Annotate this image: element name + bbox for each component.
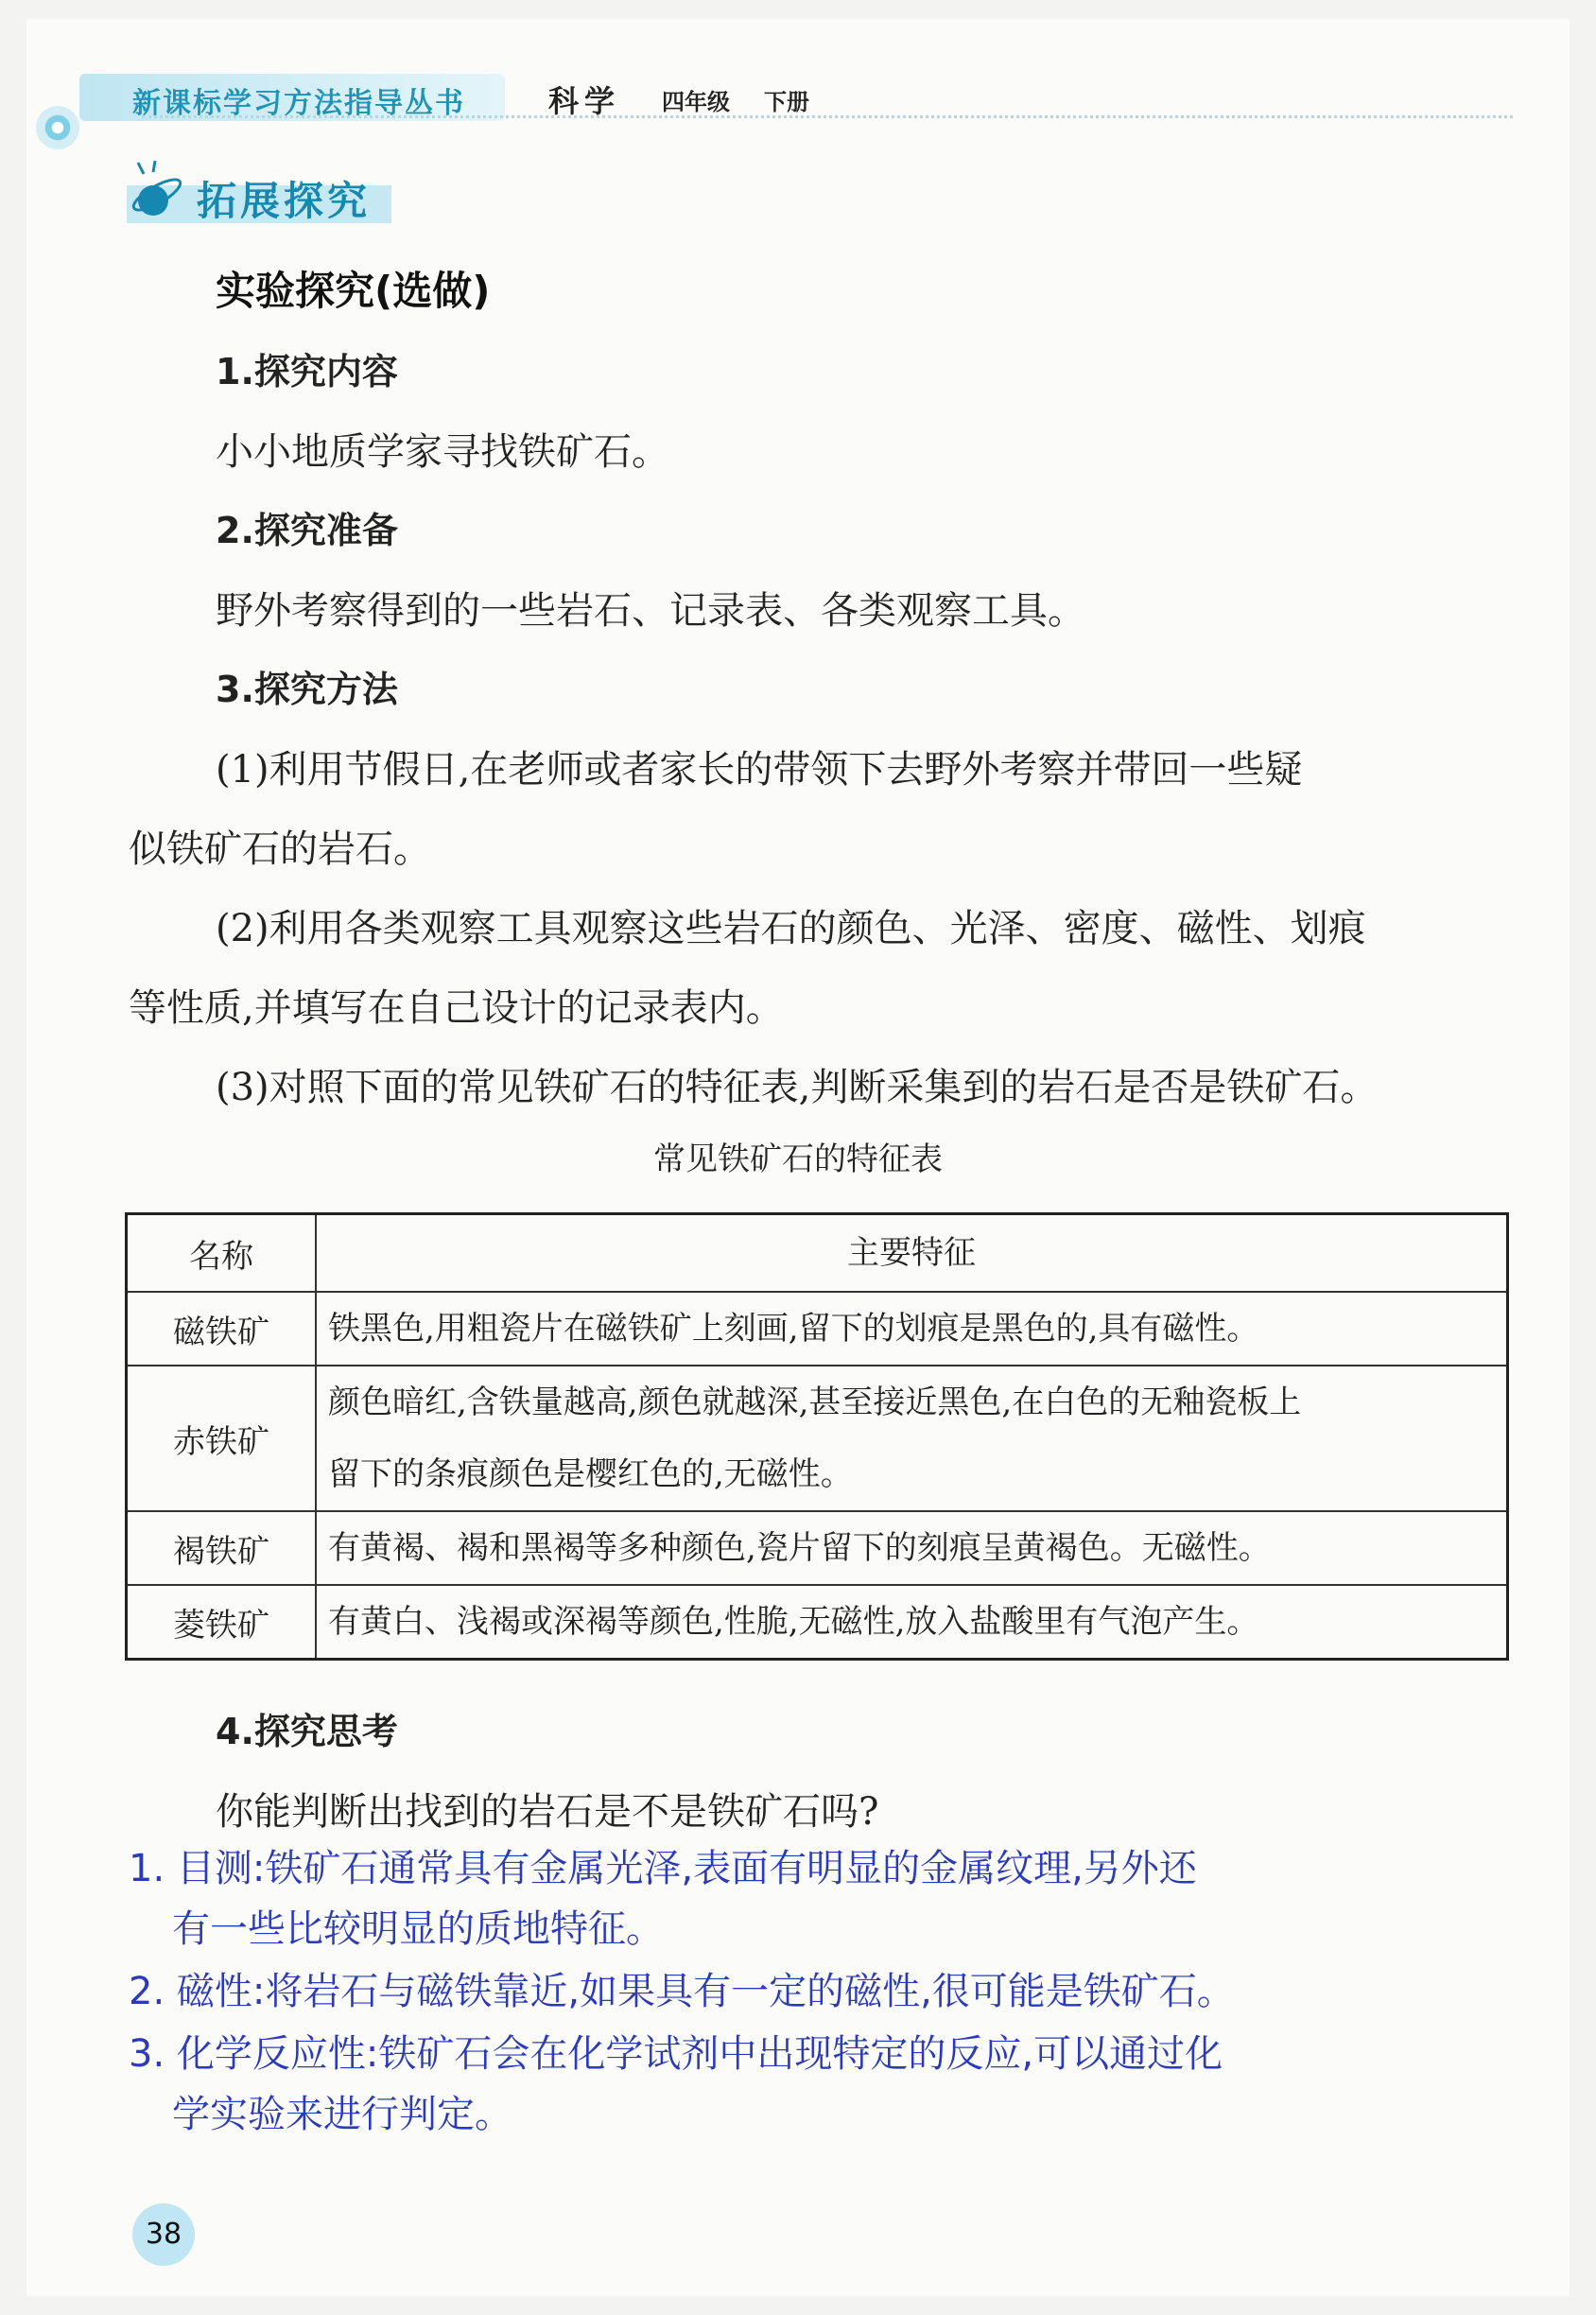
feature-text-line2: 留下的条痕颜色是樱红色的,无磁性。 xyxy=(328,1455,853,1493)
paragraph-preparation: 野外考察得到的一些岩石、记录表、各类观察工具。 xyxy=(216,589,1085,633)
table-header-row xyxy=(127,1214,1508,1293)
paragraph-content: 小小地质学家寻找铁矿石。 xyxy=(216,430,669,474)
table-header-name: 名称 xyxy=(127,1214,317,1293)
mineral-name: 磁铁矿 xyxy=(127,1292,317,1366)
feature-text: 有黄褐、褐和黑褐等多种颜色,瓷片留下的刻痕呈黄褐色。无磁性。 xyxy=(328,1529,1271,1567)
feature-text: 铁黑色,用粗瓷片在磁铁矿上刻画,留下的划痕是黑色的,具有磁性。 xyxy=(328,1310,1259,1348)
mineral-name: 菱铁矿 xyxy=(127,1585,317,1660)
planet-orbit-icon xyxy=(125,161,191,227)
section-title: 拓展探究 xyxy=(197,178,372,224)
mineral-name: 褐铁矿 xyxy=(127,1511,317,1585)
mineral-feature xyxy=(316,1366,1508,1511)
method-2-line1: (2)利用各类观察工具观察这些岩石的颜色、光泽、密度、磁性、划痕 xyxy=(216,907,1366,950)
table-caption: 常见铁矿石的特征表 xyxy=(653,1140,943,1178)
method-1-line1: (1)利用节假日,在老师或者家长的带领下去野外考察并带回一些疑 xyxy=(216,748,1303,792)
method-1-line2: 似铁矿石的岩石。 xyxy=(129,827,431,871)
page-number: 38 xyxy=(132,2203,195,2266)
answer-3-line2: 学实验来进行判定。 xyxy=(172,2093,512,2136)
decorative-circle-icon xyxy=(36,106,79,149)
method-2-line2: 等性质,并填写在自己设计的记录表内。 xyxy=(129,986,784,1030)
series-title: 新课标学习方法指导丛书 xyxy=(132,87,465,120)
answer-1-line1: 1. 目测:铁矿石通常具有金属光泽,表面有明显的金属纹理,另外还 xyxy=(129,1847,1197,1890)
heading-thinking: 4.探究思考 xyxy=(216,1711,398,1752)
table-row xyxy=(127,1292,1508,1366)
table-row xyxy=(127,1585,1508,1660)
feature-table xyxy=(125,1212,1509,1661)
experiment-title: 实验探究(选做) xyxy=(216,268,491,314)
table-row xyxy=(127,1366,1508,1511)
volume-label: 下册 xyxy=(764,89,809,115)
heading-method: 3.探究方法 xyxy=(216,669,398,710)
table-header-feature: 主要特征 xyxy=(316,1214,1508,1293)
answer-3-line1: 3. 化学反应性:铁矿石会在化学试剂中出现特定的反应,可以通过化 xyxy=(129,2032,1223,2076)
method-3: (3)对照下面的常见铁矿石的特征表,判断采集到的岩石是否是铁矿石。 xyxy=(216,1066,1379,1109)
answer-1-line2: 有一些比较明显的质地特征。 xyxy=(172,1907,664,1951)
feature-text: 颜色暗红,含铁量越高,颜色就越深,甚至接近黑色,在白色的无釉瓷板上 xyxy=(328,1384,1302,1421)
answer-2: 2. 磁性:将岩石与磁铁靠近,如果具有一定的磁性,很可能是铁矿石。 xyxy=(129,1970,1235,2013)
grade-label: 四年级 xyxy=(662,89,730,115)
paragraph-thinking: 你能判断出找到的岩石是不是铁矿石吗? xyxy=(216,1790,879,1834)
feature-text: 有黄白、浅褐或深褐等颜色,性脆,无磁性,放入盐酸里有气泡产生。 xyxy=(328,1603,1259,1641)
header-dotted-line xyxy=(142,115,1513,118)
mineral-feature xyxy=(316,1511,1508,1585)
mineral-feature xyxy=(316,1585,1508,1660)
heading-content: 1.探究内容 xyxy=(216,351,398,392)
table-row xyxy=(127,1511,1508,1585)
mineral-name: 赤铁矿 xyxy=(127,1366,317,1511)
heading-preparation: 2.探究准备 xyxy=(216,510,398,551)
mineral-feature xyxy=(316,1292,1508,1366)
subject-label: 科学 xyxy=(548,83,621,119)
